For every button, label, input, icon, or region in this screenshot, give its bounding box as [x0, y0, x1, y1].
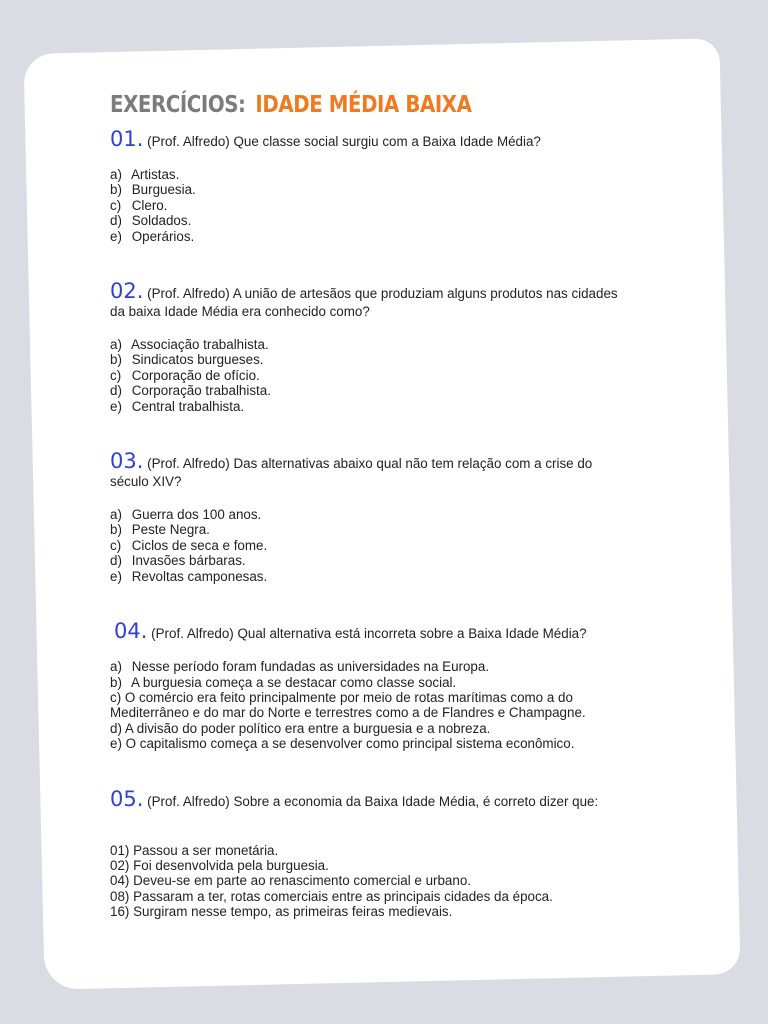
option-01: 01) Passou a ser monetária. [110, 842, 279, 858]
option-c-line2: Mediterrâneo e do mar do Norte e terrestres como a de Flandres e Champagne. [110, 705, 586, 721]
option-16: 16) Surgiram nesse tempo, as primeiras feiras medievais. [110, 904, 453, 920]
question-prompt [110, 786, 710, 811]
question-01 [110, 127, 710, 244]
question-text: (Prof. Alfredo) Sobre a economia da Baixa Idade Média, é correto dizer que: [147, 793, 599, 809]
question-number: 01. [110, 127, 144, 151]
title-topic: IDADE MÉDIA BAIXA [255, 92, 472, 118]
option-a: a) Guerra dos 100 anos. [110, 507, 262, 523]
option-e: e) Central trabalhista. [110, 398, 245, 414]
options-list [110, 337, 710, 414]
question-text: (Prof. Alfredo) Que classe social surgiu com a Baixa Idade Média? [147, 134, 541, 149]
option-c-line1: c) O comércio era feito principalmente por meio de rotas marítimas como a do [110, 689, 573, 705]
question-number: 02. [110, 279, 144, 304]
option-c: c) Ciclos de seca e fome. [110, 537, 268, 553]
question-text-line2: da baixa Idade Média era conhecido como? [110, 304, 370, 320]
option-b: b) A burguesia começa a se destacar como classe social. [110, 674, 457, 690]
question-03 [110, 449, 710, 584]
option-d: d) A divisão do poder político era entre a burguesia e a nobreza. [110, 720, 491, 736]
options-list [110, 507, 710, 584]
question-number: 03. [110, 449, 144, 474]
option-b: b) Sindicatos burgueses. [110, 352, 264, 368]
options-list [110, 843, 710, 920]
option-d: d) Soldados. [110, 213, 192, 229]
option-08: 08) Passaram a ter, rotas comerciais entre as principais cidades da época. [110, 888, 553, 904]
option-02: 02) Foi desenvolvida pela burguesia. [110, 857, 329, 873]
question-text-line1: (Prof. Alfredo) Das alternativas abaixo qual não tem relação com a crise do [147, 456, 593, 472]
question-prompt [110, 127, 710, 151]
question-prompt [110, 279, 710, 321]
option-a: a) Nesse período foram fundadas as universidades na Europa. [110, 659, 490, 675]
option-e: e) O capitalismo começa a se desenvolver como principal sistema econômico. [110, 736, 575, 752]
option-04: 04) Deveu-se em parte ao renascimento comercial e urbano. [110, 873, 471, 889]
options-list [110, 659, 710, 751]
question-text-line1: (Prof. Alfredo) A união de artesãos que produziam alguns produtos nas cidades [147, 286, 618, 302]
question-prompt [110, 619, 710, 644]
option-e: e) Operários. [110, 228, 195, 244]
option-d: d) Corporação trabalhista. [110, 383, 271, 399]
option-a: a) Artistas. [110, 167, 180, 182]
page-title [110, 88, 626, 122]
question-text: (Prof. Alfredo) Qual alternativa está incorreta sobre a Baixa Idade Média? [151, 626, 587, 642]
option-b: b) Burguesia. [110, 182, 196, 198]
option-a: a) Associação trabalhista. [110, 337, 269, 353]
option-c: c) Corporação de ofício. [110, 367, 260, 383]
question-05 [110, 786, 710, 920]
question-prompt [110, 449, 710, 491]
question-04 [110, 619, 710, 752]
question-text-line2: século XIV? [110, 474, 182, 490]
option-e: e) Revoltas camponesas. [110, 568, 268, 584]
options-list [110, 167, 710, 244]
question-number: 04. [114, 619, 148, 644]
question-number: 05. [110, 786, 144, 811]
exercise-content [110, 88, 710, 920]
option-d: d) Invasões bárbaras. [110, 553, 246, 569]
title-prefix: EXERCÍCIOS: [110, 92, 246, 118]
question-02 [110, 279, 710, 414]
option-c: c) Clero. [110, 197, 168, 213]
option-b: b) Peste Negra. [110, 522, 210, 538]
